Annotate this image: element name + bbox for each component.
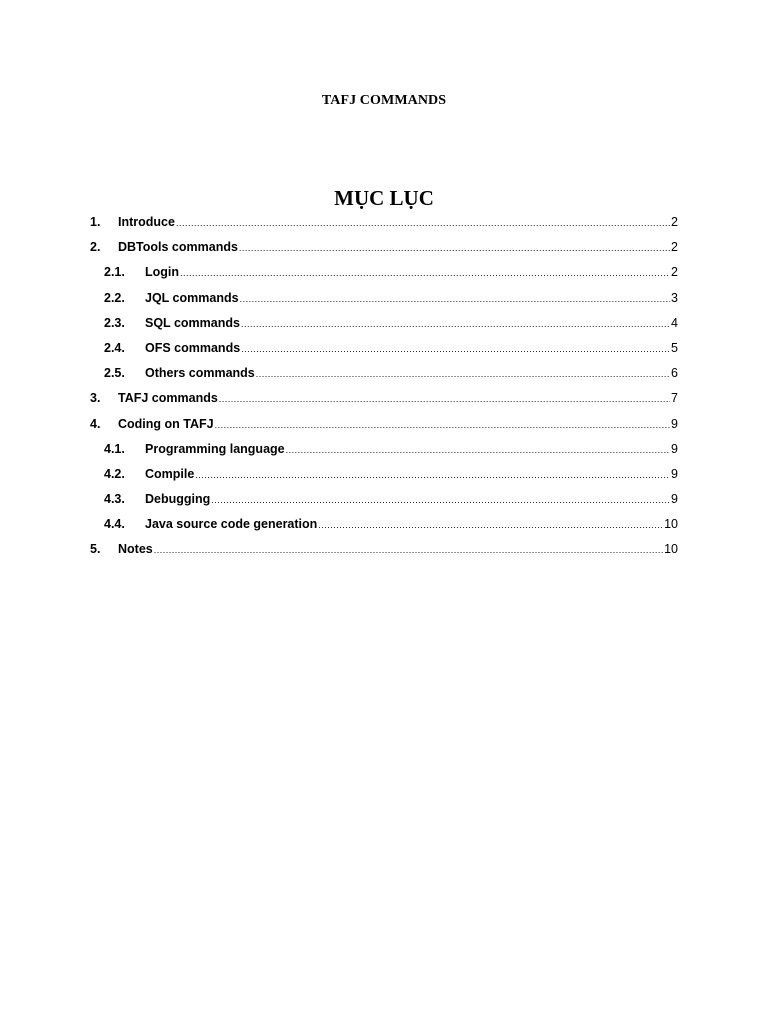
toc-entry-page: 9 <box>671 416 678 431</box>
toc-entry-login[interactable] <box>90 262 678 287</box>
toc-entry-number: 2. <box>90 240 101 255</box>
toc-entry-label: Notes <box>118 542 153 557</box>
toc-dot-leader <box>154 540 663 560</box>
toc-entry-number: 4.4. <box>104 517 125 532</box>
toc-entry-page: 6 <box>671 366 678 381</box>
toc-entry-label: Programming language <box>145 441 285 456</box>
toc-entry-ofs-commands[interactable] <box>90 338 678 363</box>
toc-entry-number: 4.2. <box>104 466 125 481</box>
toc-entry-dbtools-commands[interactable] <box>90 237 678 262</box>
toc-dot-leader <box>219 389 670 409</box>
toc-entry-page: 9 <box>671 466 678 481</box>
toc-entry-coding-on-tafj[interactable] <box>90 414 678 439</box>
toc-dot-leader <box>241 339 670 359</box>
toc-entry-number: 1. <box>90 215 101 229</box>
toc-entry-programming-language[interactable] <box>90 439 678 464</box>
toc-entry-notes[interactable] <box>90 539 678 564</box>
toc-dot-leader <box>239 238 670 258</box>
toc-entry-page: 5 <box>671 340 678 355</box>
toc-entry-page: 3 <box>671 290 678 305</box>
toc-entry-number: 2.1. <box>104 265 125 280</box>
toc-entry-label: OFS commands <box>145 340 241 355</box>
table-of-contents <box>90 212 678 565</box>
document-title: TAFJ COMMANDS <box>321 93 447 108</box>
toc-entry-tafj-commands[interactable] <box>90 388 678 413</box>
toc-entry-label: DBTools commands <box>118 240 238 255</box>
toc-entry-java-source-code-generation[interactable] <box>90 514 678 539</box>
toc-entry-label: Coding on TAFJ <box>118 416 214 431</box>
toc-entry-compile[interactable] <box>90 464 678 489</box>
toc-entry-number: 4.1. <box>104 441 125 456</box>
toc-entry-label: Login <box>145 265 180 280</box>
toc-dot-leader <box>256 364 670 384</box>
toc-dot-leader <box>195 465 670 485</box>
toc-entry-page: 9 <box>671 441 678 456</box>
toc-entry-number: 2.2. <box>104 290 125 305</box>
toc-entry-number: 4. <box>90 416 101 431</box>
toc-entry-label: Introduce <box>118 215 175 229</box>
toc-entry-label: Compile <box>145 466 195 481</box>
toc-entry-number: 3. <box>90 391 101 406</box>
toc-entry-number: 2.4. <box>104 340 125 355</box>
toc-dot-leader <box>318 515 663 535</box>
toc-entry-number: 4.3. <box>104 492 125 507</box>
toc-entry-label: Debugging <box>145 492 211 507</box>
toc-entry-page: 7 <box>671 391 678 406</box>
toc-entry-page: 2 <box>671 215 678 229</box>
toc-entry-debugging[interactable] <box>90 489 678 514</box>
toc-entry-sql-commands[interactable] <box>90 313 678 338</box>
toc-entry-label: Java source code generation <box>145 517 318 532</box>
toc-entry-jql-commands[interactable] <box>90 288 678 313</box>
toc-dot-leader <box>241 314 670 334</box>
toc-entry-label: TAFJ commands <box>118 391 218 406</box>
toc-entry-number: 5. <box>90 542 101 557</box>
toc-dot-leader <box>286 440 670 460</box>
toc-entry-page: 10 <box>664 517 678 532</box>
toc-dot-leader <box>215 415 670 435</box>
toc-entry-page: 4 <box>671 315 678 330</box>
toc-entry-others-commands[interactable] <box>90 363 678 388</box>
toc-entry-label: SQL commands <box>145 315 240 330</box>
toc-entry-introduce[interactable] <box>90 212 678 237</box>
toc-entry-number: 2.5. <box>104 366 125 381</box>
toc-entry-page: 10 <box>664 542 678 557</box>
toc-entry-label: JQL commands <box>145 290 239 305</box>
toc-entry-page: 2 <box>671 265 678 280</box>
toc-dot-leader <box>180 263 670 283</box>
toc-entry-number: 2.3. <box>104 315 125 330</box>
toc-heading: MỤC LỤC <box>334 186 434 210</box>
toc-dot-leader <box>176 213 670 233</box>
toc-dot-leader <box>211 490 670 510</box>
toc-entry-page: 2 <box>671 240 678 255</box>
toc-dot-leader <box>240 289 670 309</box>
toc-entry-page: 9 <box>671 492 678 507</box>
toc-entry-label: Others commands <box>145 366 255 381</box>
